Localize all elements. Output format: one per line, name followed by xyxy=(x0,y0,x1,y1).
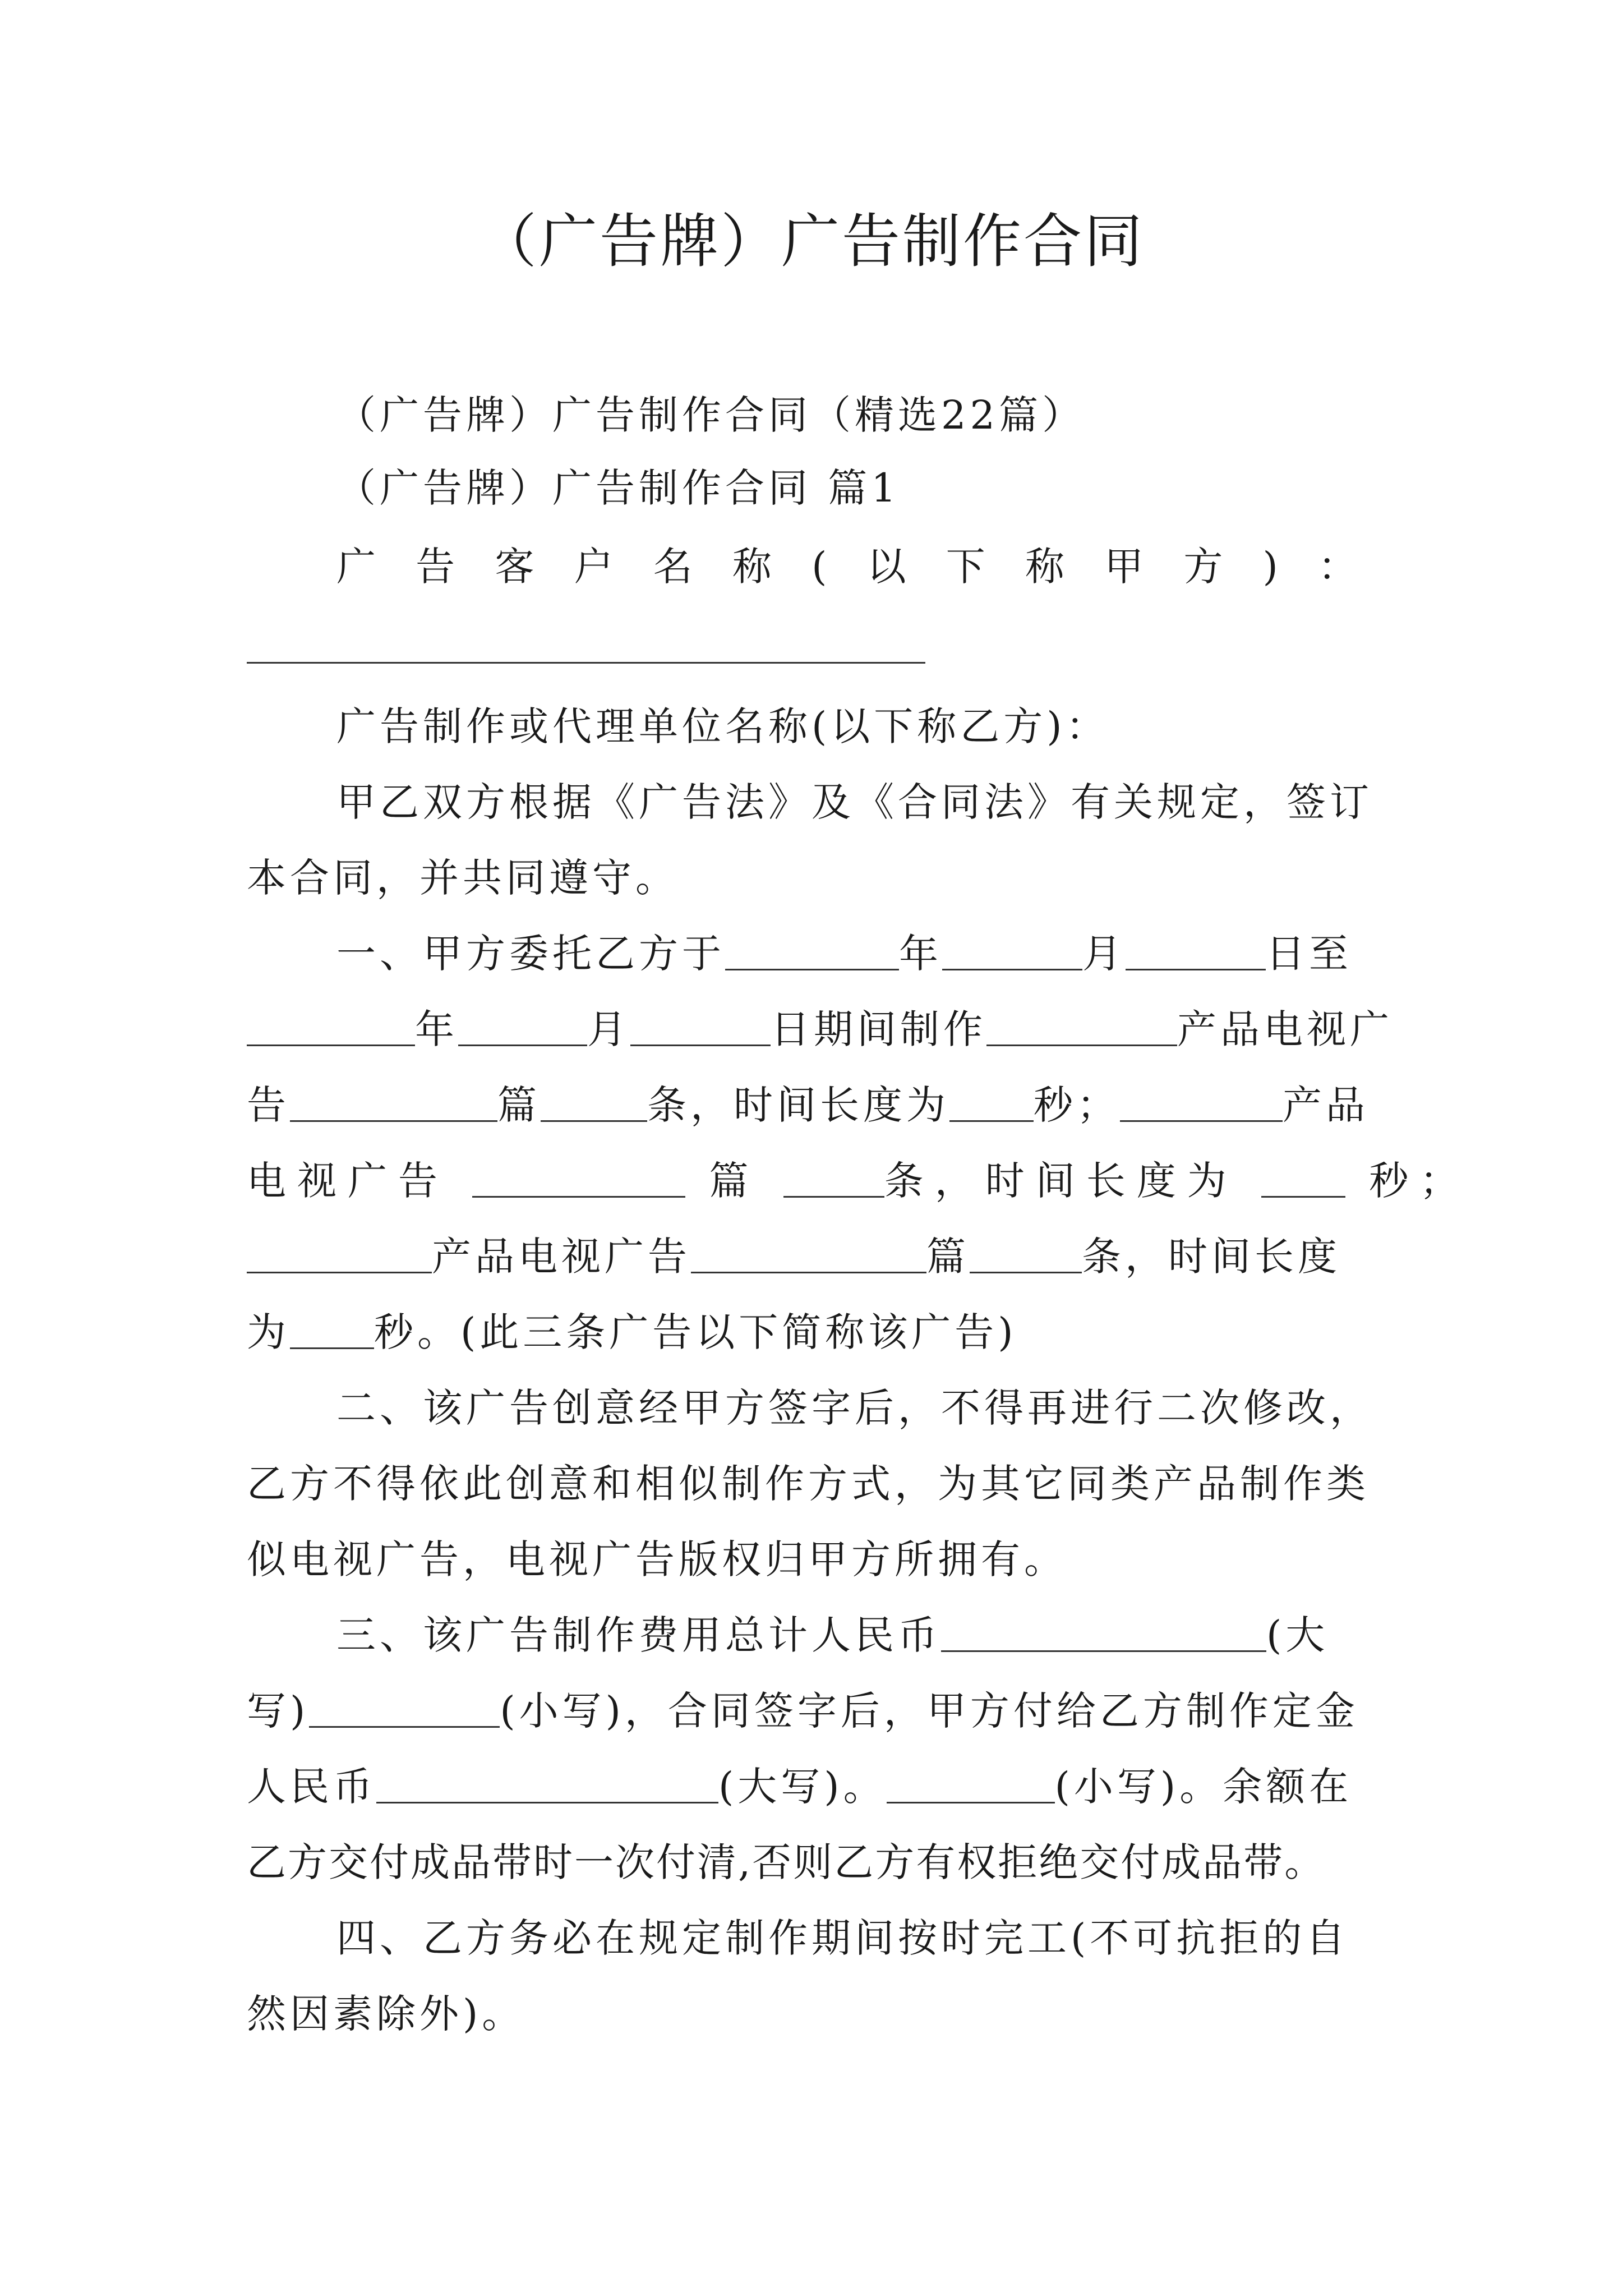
pian-2-blank xyxy=(472,1161,685,1198)
clause-text: 年 xyxy=(899,931,942,977)
clause-text: 秒。(此三条广告以下简称该广告) xyxy=(374,1309,1017,1355)
clause-text: 篇 xyxy=(926,1234,970,1280)
clause-text: 月 xyxy=(1082,931,1126,977)
clause-1-line-5 xyxy=(247,1228,1380,1285)
clause-text: 条，时间长度 xyxy=(1082,1234,1341,1280)
total-fee-lower-blank xyxy=(309,1691,500,1728)
clause-text: 产品电视广 xyxy=(1177,1006,1393,1052)
clause-1-line-3 xyxy=(247,1077,1380,1133)
clause-1-line-1 xyxy=(336,926,1380,982)
clause-text: 告 xyxy=(247,1082,290,1128)
tiao-1-blank xyxy=(541,1085,647,1122)
clause-1-line-6 xyxy=(247,1304,1380,1360)
clause-text: 篇 xyxy=(497,1082,541,1128)
product-1-blank xyxy=(986,1010,1177,1046)
clause-2-line-1: 二、该广告创意经甲方签字后，不得再进行二次修改， xyxy=(336,1385,1373,1431)
deposit-upper-blank xyxy=(376,1767,718,1803)
end-month-blank xyxy=(458,1010,587,1046)
clause-2-line-3: 似电视广告，电视广告版权归甲方所拥有。 xyxy=(247,1536,1067,1582)
document-subtitle: （广告牌）广告制作合同（精选22篇） xyxy=(336,392,1086,438)
preamble-line-1: 甲乙双方根据《广告法》及《合同法》有关规定，签订 xyxy=(336,779,1373,825)
pian-3-blank xyxy=(691,1237,926,1273)
clause-text: 日期间制作 xyxy=(771,1006,986,1052)
clause-text: 产品 xyxy=(1283,1082,1369,1128)
clause-text: (大写)。 xyxy=(718,1764,887,1810)
clause-text: (大 xyxy=(1266,1612,1329,1658)
party-a-blank xyxy=(247,662,925,664)
deposit-lower-blank xyxy=(887,1767,1055,1803)
clause-text: (小写)，合同签字后，甲方付给乙方制作定金 xyxy=(500,1688,1359,1734)
party-b-label: 广告制作或代理单位名称(以下称乙方)： xyxy=(336,703,1109,749)
total-fee-upper-blank xyxy=(941,1616,1266,1652)
sec-1-blank xyxy=(949,1085,1034,1122)
section-heading: （广告牌）广告制作合同 篇1 xyxy=(336,465,900,511)
clause-4-line-2: 然因素除外)。 xyxy=(247,1991,525,2037)
clause-text: 一、甲方委托乙方于 xyxy=(336,931,725,977)
clause-3-line-4: 乙方交付成品带时一次付清,否则乙方有权拒绝交付成品带。 xyxy=(247,1839,1326,1885)
clause-text: 日至 xyxy=(1266,931,1352,977)
clause-text: 年 xyxy=(415,1006,458,1052)
clause-2-line-2: 乙方不得依此创意和相似制作方式，为其它同类产品制作类 xyxy=(247,1461,1370,1507)
clause-text: 写) xyxy=(247,1688,310,1734)
preamble-line-2: 本合同，并共同遵守。 xyxy=(247,855,679,901)
clause-text: 条，时间长度为 xyxy=(884,1158,1238,1204)
clause-text: 三、该广告制作费用总计人民币 xyxy=(336,1612,941,1658)
clause-text: 条，时间长度为 xyxy=(647,1082,949,1128)
end-year-blank xyxy=(247,1010,415,1046)
start-year-blank xyxy=(725,934,899,970)
clause-text: (小写)。余额在 xyxy=(1054,1764,1353,1810)
tiao-2-blank xyxy=(783,1161,884,1198)
clause-text: 为 xyxy=(247,1309,290,1355)
clause-text: 电视广告 xyxy=(247,1158,449,1204)
clause-3-line-1 xyxy=(336,1607,1380,1663)
sec-2-blank xyxy=(1261,1161,1345,1198)
document-title: （广告牌）广告制作合同 xyxy=(478,207,1145,275)
product-2-blank xyxy=(1120,1085,1283,1122)
end-day-blank xyxy=(630,1010,771,1046)
clause-text: 产品电视广告 xyxy=(432,1234,691,1280)
clause-text: 月 xyxy=(587,1006,630,1052)
start-day-blank xyxy=(1126,934,1266,970)
clause-text: 人民币 xyxy=(247,1764,376,1810)
tiao-3-blank xyxy=(970,1237,1082,1273)
clause-1-line-2 xyxy=(247,1001,1393,1057)
start-month-blank xyxy=(942,934,1082,970)
clause-text: 秒； xyxy=(1369,1158,1470,1204)
clause-text: 篇 xyxy=(709,1158,760,1204)
clause-4-line-1: 四、乙方务必在规定制作期间按时完工(不可抗拒的自 xyxy=(336,1915,1349,1961)
clause-1-line-4 xyxy=(247,1153,1470,1209)
party-a-label: 广告客户名称(以下称甲方)： xyxy=(336,544,1380,590)
clause-text: 秒； xyxy=(1034,1082,1120,1128)
clause-3-line-3 xyxy=(247,1759,1380,1815)
sec-3-blank xyxy=(290,1313,374,1349)
product-3-blank xyxy=(247,1237,432,1273)
clause-3-line-2 xyxy=(247,1683,1380,1739)
pian-1-blank xyxy=(290,1085,497,1122)
